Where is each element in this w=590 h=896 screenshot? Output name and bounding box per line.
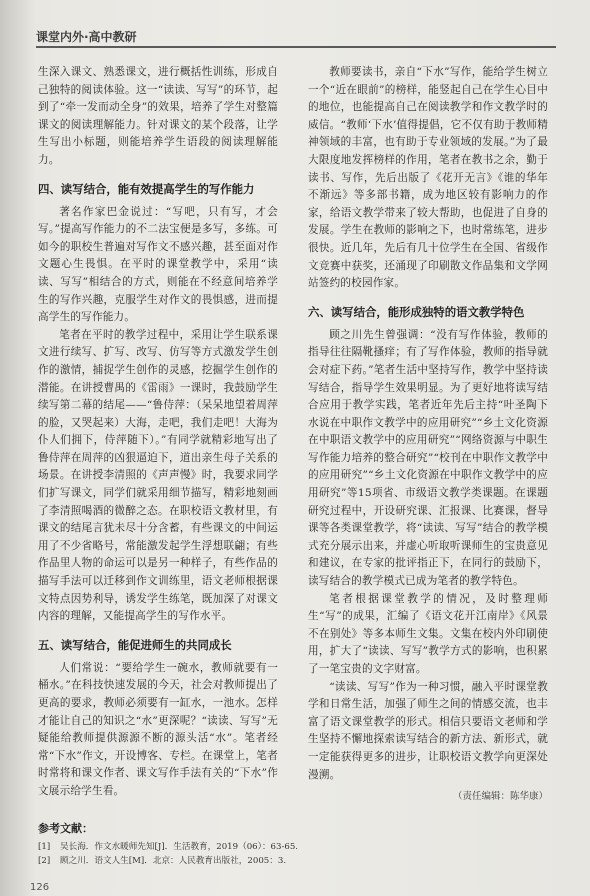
paragraph: 著名作家巴金说过：“写吧，只有写，才会写。”提高写作能力的不二法宝便是多写，多练。可如今的职校生普遍对写作文不感兴趣，甚至面对作文题心生畏惧。在平时的课堂教学中，采用“读读、写写”相结合的方式，则能在不经意间培养学生的写作兴趣，克服学生对作文的畏惧感，进而提高学生的写作能力。 (38, 205, 278, 324)
right-column (308, 64, 548, 802)
running-header (36, 28, 556, 50)
section-heading-5: 五、读写结合，能促进师生的共同成长 (38, 637, 232, 652)
references-title: 参考文献： (38, 822, 93, 835)
left-column (38, 64, 278, 801)
paragraph: 笔者在平时的教学过程中，采用让学生联系课文进行续写、扩写、改写、仿写等方式激发学生创作的激情，捕捉学生创作的灵感，挖掘学生创作的潜能。在讲授曹禺的《雷雨》一课时，我鼓励学生续写第二幕的结尾——“鲁侍萍：（呆呆地望着周萍的脸，又哭起来）大海，走吧，我们走吧！大海为仆人们拥下，侍萍随下）。”有同学就精彩地写出了鲁侍萍在周萍的凶狠逼迫下，道出亲生母子关系的场景。在讲授李清照的《声声慢》时，我要求同学们扩写课文，同学们就采用细节描写，精彩地刻画了李清照喝酒的微醉之态。在职校语文教材里，有课文的结尾言犹未尽十分含蓄，有些课文的中间运用了不少省略号，常能激发起学生浮想联翩；有些作品里人物的命运可以是另一种样子，有些作品的描写手法可以迁移到作文训练里，语文老师根据课文特点因势利导，诱发学生练笔，既加深了对课文内容的理解，又能提高学生的写作水平。 (38, 328, 278, 623)
references (38, 820, 548, 868)
page-number: 126 (30, 882, 50, 893)
reference-item (38, 840, 548, 854)
paragraph: “读读、写写”作为一种习惯，融入平时课堂教学和日常生活，加强了师生之间的情感交流，也丰富了语文课堂教学的形式。相信只要语文老师和学生坚持不懈地探索读写结合的新方法、新形式，就一定能获得更多的进步，让职校语文教学向更深处漫溯。 (308, 680, 548, 781)
reference-item (38, 854, 548, 868)
paragraph: 生深入课文、熟悉课文，进行概括性训练，形成自己独特的阅读体验。这一“读读、写写”的环节，起到了“牵一发而动全身”的效果，培养了学生对整篇课文的阅读理解能力。针对课文的某个段落，让学生写出小标题，则能培养学生语段的阅读理解能力。 (38, 66, 278, 166)
journal-title: 课堂内外·高中教研 (36, 30, 137, 44)
paragraph: 人们常说：“要给学生一碗水，教师就要有一桶水。”在科技快速发展的今天，社会对教师提出了更高的要求，教师必须要有一缸水，一池水。怎样才能让自己的知识之“水”更深呢？“读读、写写”无疑能给教师提供源源不断的源头活“水”。笔者经常“下水”作文，开设博客、专栏。在课堂上，笔者时常将和课文作者、课文写作手法有关的“下水”作文展示给学生看。 (38, 661, 278, 797)
section-heading-4: 四、读写结合，能有效提高学生的写作能力 (38, 181, 255, 196)
paragraph: 笔者根据课堂教学的情况，及时整理师生“写”的成果，汇编了《语文花开江南岸》《风景不在别处》等多本师生文集。文集在校内外印刷使用，扩大了“读读、写写”教学方式的影响，也积累了一笔宝贵的文字财富。 (308, 592, 548, 675)
section-heading-6: 六、读写结合，能形成独特的语文教学特色 (308, 304, 525, 319)
paragraph: 教师要读书，亲自“下水”写作，能给学生树立一个“近在眼前”的榜样，能竖起自己在学生心目中的地位，也能提高自己在阅读教学和作文教学时的威信。“教师‘下水’值得提倡，它不仅有助于教师精神领域的丰富，也有助于专业领域的发展。”为了最大限度地发挥榜样的作用，笔者在教书之余，勤于读书、写作，先后出版了《花开无言》《谁的华年不渐远》等多部书籍，成为地区较有影响力的作家，给语文教学带来了较大帮助，也促进了自身的发展。学生在教师的影响之下，也时常练笔，进步很快。近几年，先后有几十位学生在全国、省级作文竞赛中获奖，还涌现了印刷散文作品集和文学网站签约的校园作家。 (308, 66, 548, 290)
header-rule (36, 46, 556, 48)
reference-text: 顾之川．语文人生[M]．北京：人民教育出版社，2005：3. (60, 856, 287, 866)
editor-note: （责任编辑：陈华康） (452, 791, 548, 803)
paragraph: 顾之川先生曾强调：“没有写作体验，教师的指导往往隔靴搔痒；有了写作体验，教师的指导就会对症下药。”笔者生活中坚持写作，教学中坚持读写结合，指导学生效果明显。为了更好地将读写结合应用于教学实践，笔者近年先后主持“叶圣陶下水说在中职作文教学中的应用研究”“乡土文化资源在中职语文教学中的应用研究”“网络资源与中职生写作能力培养的整合研究”“校刊在中职作文教学中的应用研究”“乡土文化资源在中职作文教学中的应用研究”等15项省、市级语文教学类课题。在课题研究过程中，开设研究课、汇报课、比赛课，督导课等各类课堂教学，将“读读、写写”结合的教学模式充分展示出来，并虚心听取听课师生的宝贵意见和建议，在专家的批评指正下，在同行的鼓励下，读写结合的教学模式已成为笔者的教学特色。 (308, 328, 548, 588)
reference-number: [1] (38, 842, 51, 852)
reference-text: 吴长海．作文水暖师先知[J]．生活教育，2019（06）：63-65. (60, 842, 299, 852)
reference-number: [2] (38, 856, 51, 866)
